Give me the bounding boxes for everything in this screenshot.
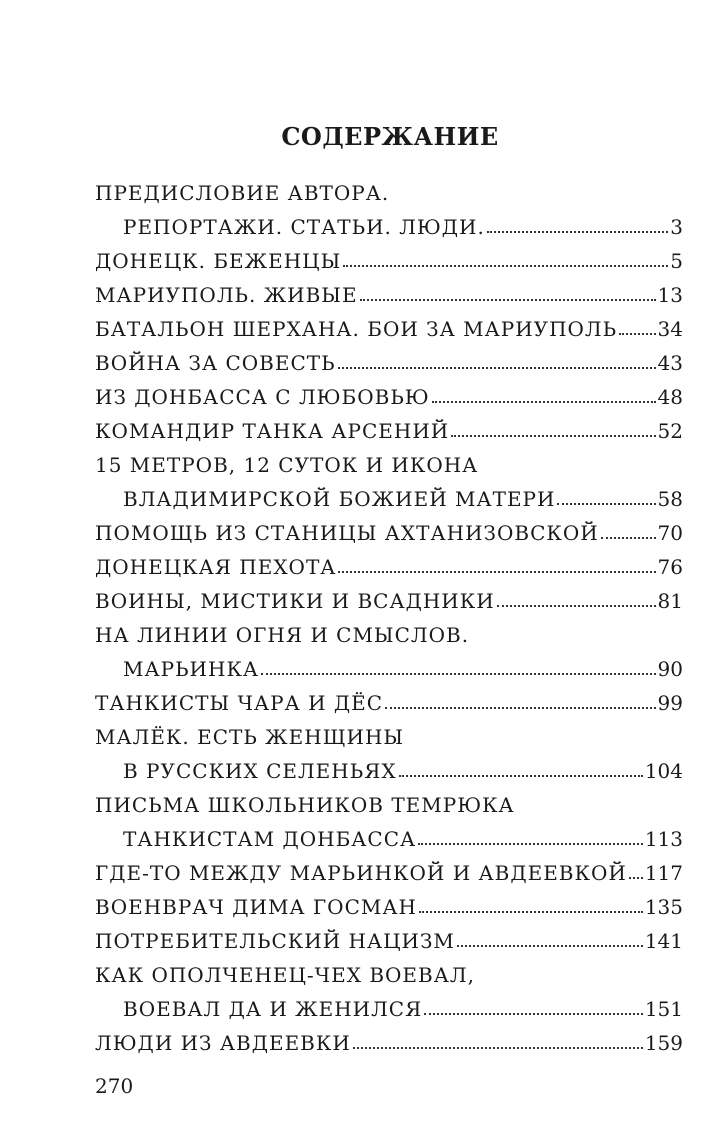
toc-entry-title: МАРЬИНКА: [123, 657, 260, 681]
dot-leader: [424, 1013, 643, 1015]
toc-entry-line: [95, 510, 683, 544]
toc-entry-title: МАРИУПОЛЬ. ЖИВЫЕ: [95, 283, 358, 307]
toc-entry: [95, 340, 683, 374]
toc-entry-title: МАЛЁК. ЕСТЬ ЖЕНЩИНЫ: [95, 725, 405, 749]
dot-leader: [557, 503, 655, 505]
toc-entry-line: [95, 272, 683, 306]
toc-entry-page: 13: [657, 283, 683, 307]
toc-entry-title: ДОНЕЦКАЯ ПЕХОТА: [95, 555, 337, 579]
dot-leader: [497, 605, 656, 607]
toc-entry-page: 5: [670, 249, 683, 273]
toc-entry-title: ВЛАДИМИРСКОЙ БОЖИЕЙ МАТЕРИ: [123, 487, 556, 511]
toc-entry-line: [95, 408, 683, 442]
toc-entry-page: 104: [644, 759, 683, 783]
toc-entry-line: [95, 748, 683, 782]
toc-entry-line: [95, 578, 683, 612]
toc-entry-page: 76: [657, 555, 683, 579]
toc-entry-title: ЛЮДИ ИЗ АВДЕЕВКИ: [95, 1031, 351, 1055]
toc-entry: [95, 374, 683, 408]
dot-leader: [619, 333, 655, 335]
dot-leader: [360, 299, 656, 301]
toc-entry-title: ПИСЬМА ШКОЛЬНИКОВ ТЕМРЮКА: [95, 793, 515, 817]
dot-leader: [261, 673, 655, 675]
toc-entry: [95, 238, 683, 272]
page-title: СОДЕРЖАНИЕ: [281, 122, 499, 151]
toc-entry-line: [95, 340, 683, 374]
toc-entry: [95, 918, 683, 952]
toc-entry-page: 52: [657, 419, 683, 443]
dot-leader: [418, 843, 643, 845]
toc-entry: [95, 408, 683, 442]
toc-entry-page: 34: [657, 317, 683, 341]
toc-entry-line: [95, 918, 683, 952]
toc-entry-line: [95, 442, 683, 476]
toc-entry-title: ВОЕНВРАЧ ДИМА ГОСМАН: [95, 895, 417, 919]
toc-entry-page: 70: [657, 521, 683, 545]
toc-entry-line: [95, 374, 683, 408]
toc-entry: [95, 578, 683, 612]
toc-entry-line: [95, 714, 683, 748]
toc-entry: [95, 272, 683, 306]
dot-leader: [432, 401, 656, 403]
toc-entry-line: [95, 850, 683, 884]
dot-leader: [343, 265, 668, 267]
toc-entry-title: РЕПОРТАЖИ. СТАТЬИ. ЛЮДИ.: [123, 215, 485, 239]
toc-entry-page: 43: [657, 351, 683, 375]
toc-entry-title: ВОЙНА ЗА СОВЕСТЬ: [95, 351, 336, 375]
toc-entry: [95, 1020, 683, 1054]
table-of-contents: [95, 170, 683, 1054]
toc-entry-page: 113: [644, 827, 683, 851]
toc-entry-page: 151: [644, 997, 683, 1021]
toc-entry-title: НА ЛИНИИ ОГНЯ И СМЫСЛОВ.: [95, 623, 470, 647]
toc-entry: [95, 170, 683, 238]
toc-entry-page: 141: [644, 929, 683, 953]
toc-entry-page: 159: [644, 1031, 683, 1055]
toc-entry: [95, 544, 683, 578]
toc-entry-line: [95, 612, 683, 646]
toc-entry-line: [95, 816, 683, 850]
dot-leader: [338, 571, 655, 573]
page-number: 270: [95, 1074, 134, 1098]
toc-entry-line: [95, 884, 683, 918]
toc-entry-line: [95, 952, 683, 986]
toc-entry-line: [95, 306, 683, 340]
toc-entry: [95, 442, 683, 510]
toc-entry-title: ТАНКИСТАМ ДОНБАССА: [123, 827, 417, 851]
toc-entry: [95, 952, 683, 1020]
toc-entry-title: ПРЕДИСЛОВИЕ АВТОРА.: [95, 181, 390, 205]
toc-entry-line: [95, 476, 683, 510]
toc-entry-line: [95, 646, 683, 680]
toc-entry-line: [95, 680, 683, 714]
toc-entry: [95, 306, 683, 340]
toc-entry-page: 135: [644, 895, 683, 919]
toc-entry: [95, 850, 683, 884]
dot-leader: [338, 367, 656, 369]
toc-entry-title: КАК ОПОЛЧЕНЕЦ-ЧЕХ ВОЕВАЛ,: [95, 963, 475, 987]
toc-entry: [95, 782, 683, 850]
toc-entry-line: [95, 544, 683, 578]
toc-entry-title: ГДЕ-ТО МЕЖДУ МАРЬИНКОЙ И АВДЕЕВКОЙ: [95, 861, 627, 885]
toc-entry: [95, 884, 683, 918]
toc-entry: [95, 680, 683, 714]
dot-leader: [385, 707, 655, 709]
toc-entry-line: [95, 986, 683, 1020]
toc-entry-title: 15 МЕТРОВ, 12 СУТОК И ИКОНА: [95, 453, 479, 477]
toc-entry: [95, 612, 683, 680]
toc-entry-line: [95, 1020, 683, 1054]
toc-entry: [95, 714, 683, 782]
dot-leader: [601, 537, 656, 539]
toc-entry-title: ИЗ ДОНБАССА С ЛЮБОВЬЮ: [95, 385, 430, 409]
toc-entry-title: В РУССКИХ СЕЛЕНЬЯХ: [123, 759, 397, 783]
toc-entry-page: 48: [657, 385, 683, 409]
toc-entry-page: 117: [644, 861, 683, 885]
dot-leader: [353, 1047, 643, 1049]
toc-entry-title: КОМАНДИР ТАНКА АРСЕНИЙ: [95, 419, 450, 443]
dot-leader: [487, 231, 668, 233]
dot-leader: [457, 945, 643, 947]
toc-entry-line: [95, 204, 683, 238]
toc-entry-title: ПОТРЕБИТЕЛЬСКИЙ НАЦИЗМ: [95, 929, 455, 953]
toc-entry-page: 3: [670, 215, 683, 239]
toc-entry-title: ДОНЕЦК. БЕЖЕНЦЫ: [95, 249, 342, 273]
toc-entry: [95, 510, 683, 544]
toc-entry-page: 90: [657, 657, 683, 681]
toc-entry-title: ВОИНЫ, МИСТИКИ И ВСАДНИКИ: [95, 589, 495, 613]
dot-leader: [399, 775, 643, 777]
dot-leader: [629, 877, 643, 879]
toc-entry-line: [95, 782, 683, 816]
toc-entry-line: [95, 170, 683, 204]
toc-entry-title: ВОЕВАЛ ДА И ЖЕНИЛСЯ: [123, 997, 423, 1021]
toc-entry-title: ТАНКИСТЫ ЧАРА И ДЁС: [95, 691, 384, 715]
toc-entry-page: 99: [657, 691, 683, 715]
dot-leader: [451, 435, 655, 437]
toc-entry-line: [95, 238, 683, 272]
toc-entry-page: 81: [657, 589, 683, 613]
dot-leader: [419, 911, 643, 913]
toc-entry-title: БАТАЛЬОН ШЕРХАНА. БОИ ЗА МАРИУПОЛЬ: [95, 317, 618, 341]
toc-entry-title: ПОМОЩЬ ИЗ СТАНИЦЫ АХТАНИЗОВСКОЙ: [95, 521, 599, 545]
toc-entry-page: 58: [657, 487, 683, 511]
